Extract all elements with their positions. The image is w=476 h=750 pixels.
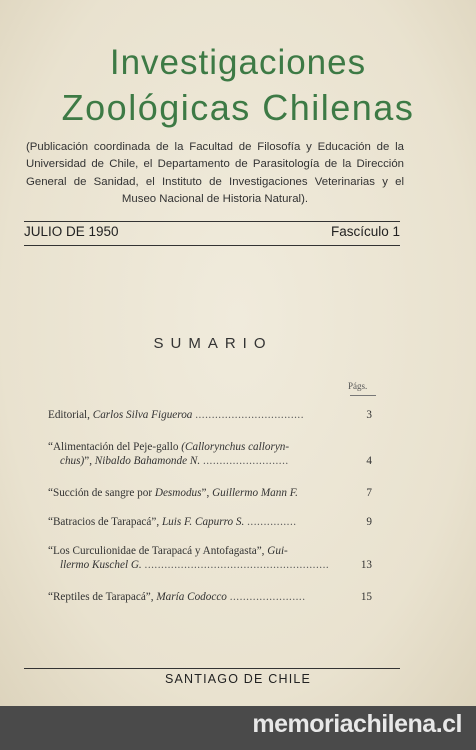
toc-entry: “Batracios de Tarapacá”, Luis F. Capurro S. ............... 9	[48, 516, 372, 528]
journal-subtitle: (Publicación coordinada de la Facultad de Filosofía y Educación de la Universidad de Chile, el Departamento de Parasitología de la Dirección General de Sanidad, el Instituto de Investigaciones Veterinarias y el Museo Nacional de Historia Natural).	[26, 141, 404, 205]
toc-entry: “Alimentación del Peje-gallo (Callorynchus calloryn- chus)”, Nibaldo Bahamonde N. .......................... 4	[48, 441, 372, 467]
watermark-logo: memoriachilena.cl	[252, 710, 462, 738]
journal-title-line1: Investigaciones	[109, 43, 367, 82]
table-of-contents	[48, 408, 376, 604]
toc-entry: Editorial, Carlos Silva Figueroa ................................. 3	[48, 409, 372, 421]
toc-page: 15	[360, 591, 372, 603]
toc-page: 13	[360, 559, 372, 571]
journal-title-line2: Zoológicas Chilenas	[61, 87, 415, 128]
footer-place: SANTIAGO DE CHILE	[164, 672, 312, 686]
pages-underline	[350, 395, 376, 396]
toc-page: 3	[366, 409, 372, 421]
issue-date: JULIO DE 1950	[24, 224, 119, 239]
issue-fascicle: Fascículo 1	[330, 224, 400, 239]
rule-top	[24, 221, 400, 222]
rule-bottom	[24, 245, 400, 246]
pages-label: Págs.	[348, 381, 368, 391]
toc-entry: “Reptiles de Tarapacá”, María Codocco ....................... 15	[48, 591, 372, 603]
toc-entry: “Succión de sangre por Desmodus”, Guillermo Mann F. 7	[48, 487, 372, 499]
toc-page: 4	[366, 455, 372, 467]
toc-page: 7	[366, 487, 372, 499]
toc-entry: “Los Curculionidae de Tarapacá y Antofagasta”, Gui- llermo Kuschel G. ........................................................ 13	[48, 545, 372, 571]
contents-heading: SUMARIO	[153, 335, 273, 352]
footer-rule	[24, 668, 400, 669]
toc-page: 9	[366, 516, 372, 528]
issue-line	[24, 224, 400, 239]
